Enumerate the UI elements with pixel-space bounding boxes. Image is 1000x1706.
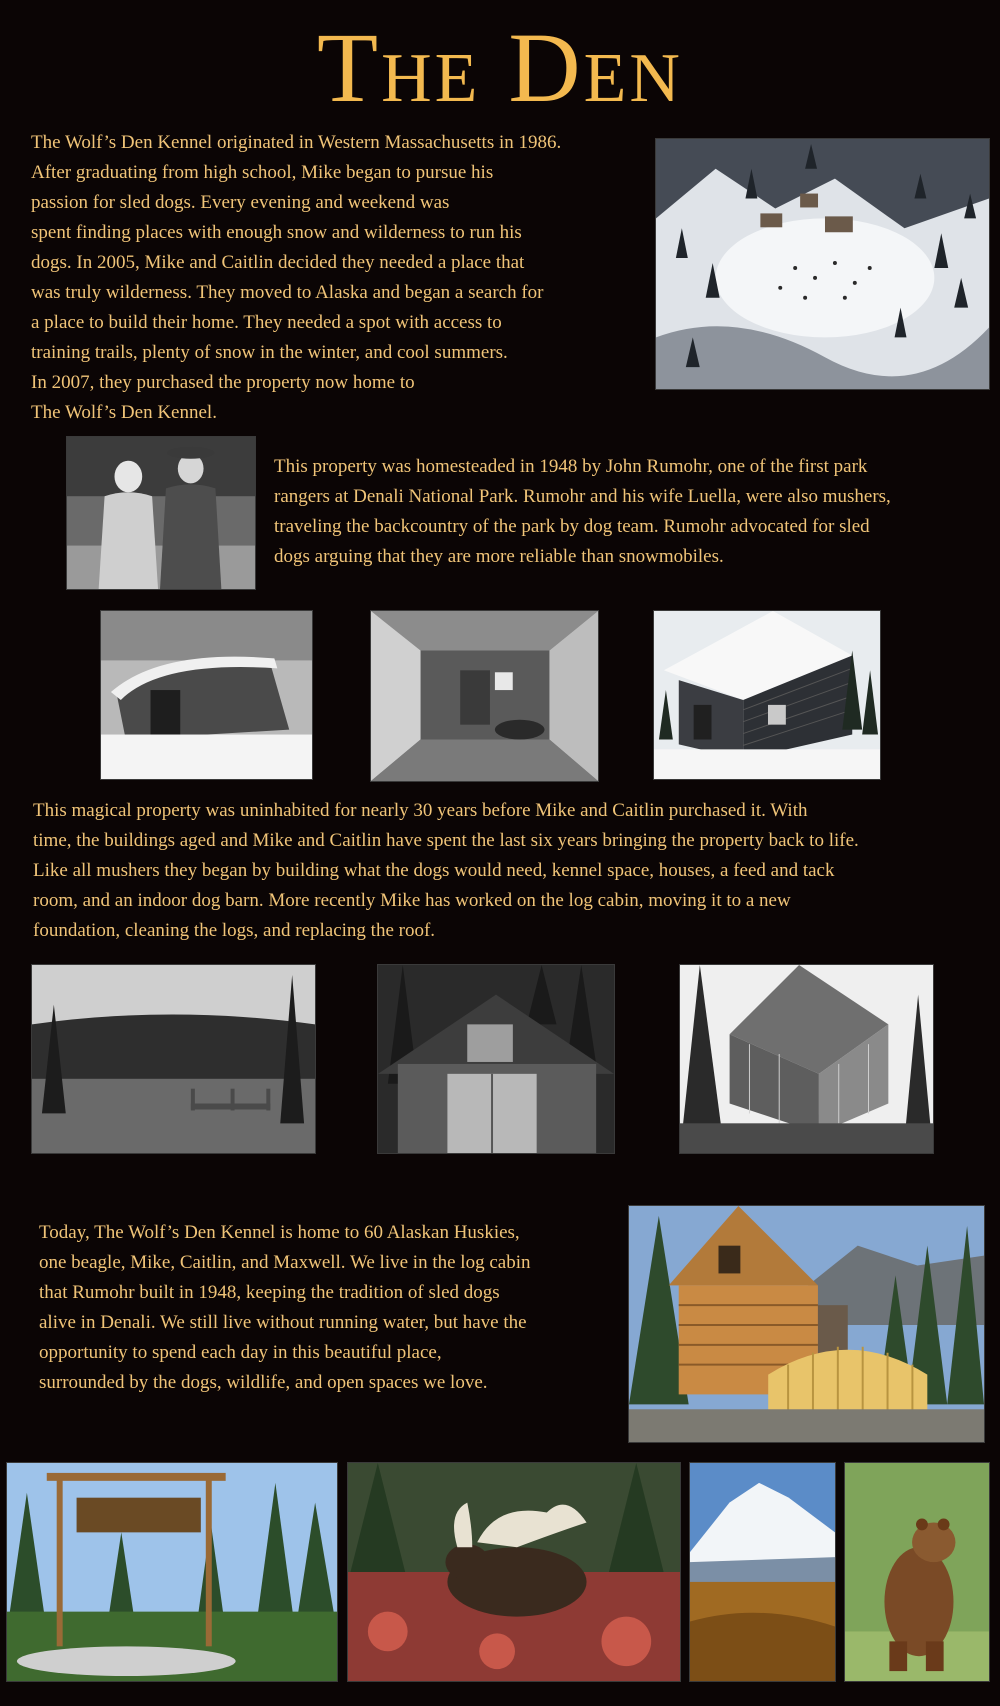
- intro-paragraph: The Wolf’s Den Kennel originated in Western Massachusetts in 1986. After graduating from high school, Mike began to pursue his passion for sled dogs. Every evening and weekend was spent finding places with enough snow and wilderness to run his dogs. In 2005, Mike and Caitlin decided they needed a place that was truly wilderness. They moved to Alaska and began a search for a place to build their home. They needed a spot with access to training trails, plenty of snow in the winter, and cool summers. In 2007, they purchased the property now home to The Wolf’s Den Kennel.: [31, 132, 562, 423]
- modern-log-cabin-photo: [628, 1205, 985, 1443]
- dog-barn-photo: [377, 964, 615, 1154]
- aerial-kennel-photo: [655, 138, 990, 390]
- log-cabin-winter-photo: [653, 610, 881, 780]
- today-paragraph: Today, The Wolf’s Den Kennel is home to 60 Alaskan Huskies, one beagle, Mike, Caitlin, and Maxwell. We live in the log cabin that Rumohr built in 1948, keeping the tradition of sled dogs alive in Denali. We still live without running water, but have the opportunity to spend each day in this beautiful place, surrounded by the dogs, wildlife, and open spaces we love.: [39, 1222, 531, 1393]
- restoration-paragraph: This magical property was uninhabited for nearly 30 years before Mike and Caitlin purchased it. With time, the buildings aged and Mike and Caitlin have spent the last six years bringing the property back to life. Like all mushers they began by building what the dogs would need, kennel space, houses, a feed and tack room, and an indoor dog barn. More recently Mike has worked on the log cabin, moving it to a new foundation, cleaning the logs, and replacing the roof.: [33, 800, 859, 941]
- grizzly-bear-photo: [844, 1462, 990, 1682]
- kennel-yard-photo: [31, 964, 316, 1154]
- page-title: The Den: [317, 12, 683, 123]
- rumohr-couple-photo: [66, 436, 256, 590]
- cabin-interior-photo: [370, 610, 599, 782]
- collapsed-shed-photo: [100, 610, 313, 780]
- cabin-restoration-photo: [679, 964, 934, 1154]
- kennel-sign-photo: [6, 1462, 338, 1682]
- homestead-paragraph: This property was homesteaded in 1948 by John Rumohr, one of the first park rangers at Denali National Park. Rumohr and his wife Luella, were also mushers, traveling the backcountry of the park by dog team. Rumohr advocated for sled dogs arguing that they are more reliable than snowmobiles.: [274, 456, 891, 567]
- denali-mountain-photo: [689, 1462, 836, 1682]
- moose-photo: [347, 1462, 681, 1682]
